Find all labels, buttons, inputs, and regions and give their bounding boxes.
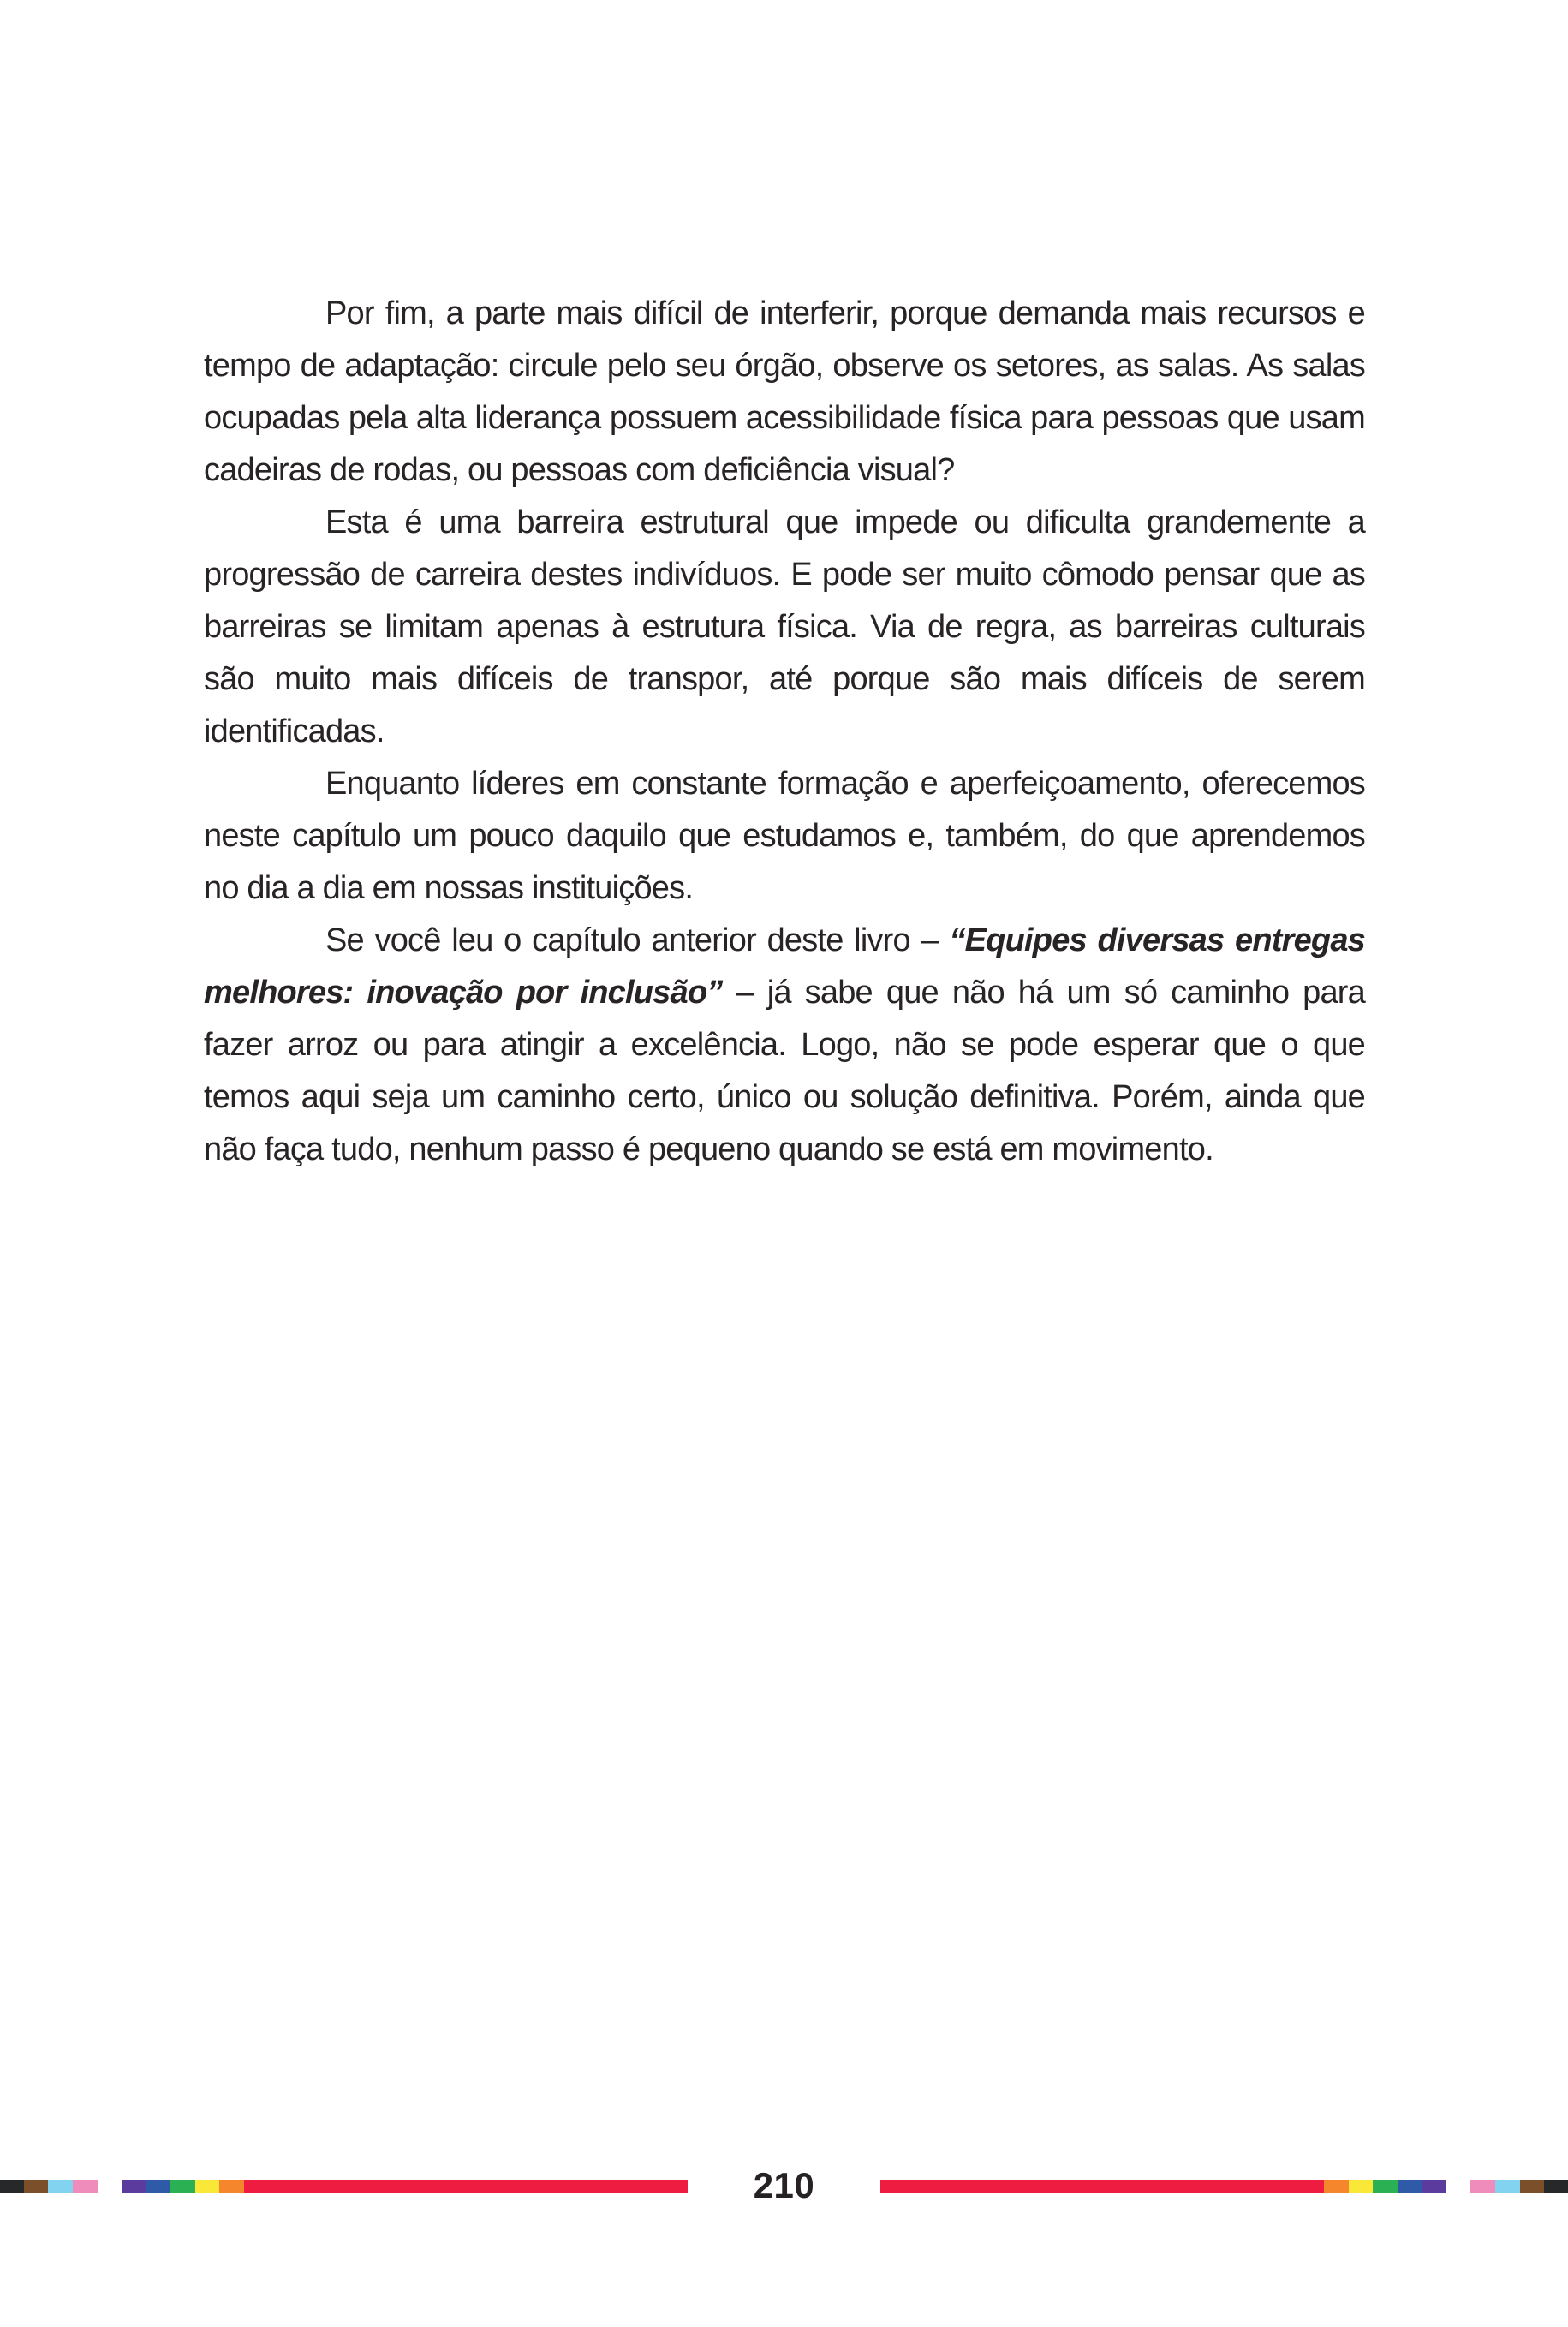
pride-stripe-pink-left	[73, 2180, 98, 2193]
pride-stripe-brown-right	[1520, 2180, 1544, 2193]
pride-stripe-green-right	[1373, 2180, 1398, 2193]
paragraph-4-text-end: – já sabe que não há um só caminho para fazer arroz ou para atingir a excelência. Logo, não se pode esperar que o que temos aqui seja um caminho certo, único ou solução definitiva. Porém, ainda que não faça tudo, nenhum passo é pequeno quando se está em movimento.	[204, 975, 1365, 1167]
pride-stripe-lightblue-left	[48, 2180, 73, 2193]
paragraph-3: Enquanto líderes em constante formação e aperfeiçoamento, oferecemos neste capítulo um pouco daquilo que estudamos e, também, do que aprendemos no dia a dia em nossas instituições.	[204, 766, 1365, 906]
footer-gap-right	[1446, 2180, 1470, 2193]
body-text-block	[204, 288, 1365, 1176]
pride-stripe-black-left	[0, 2180, 24, 2193]
pride-stripe-orange-right	[1324, 2180, 1349, 2193]
paragraph-2: Esta é uma barreira estrutural que impede ou dificulta grandemente a progressão de carreira destes indivíduos. E pode ser muito cômodo pensar que as barreiras se limitam apenas à estrutura física. Via de regra, as barreiras culturais são muito mais difíceis de transpor, até porque são mais difíceis de serem identificadas.	[204, 504, 1365, 749]
pride-stripe-black-right	[1544, 2180, 1568, 2193]
pride-stripe-purple-left	[122, 2180, 146, 2193]
pride-stripe-green-left	[170, 2180, 195, 2193]
page-number: 210	[753, 2165, 815, 2205]
paragraph-1: Por fim, a parte mais difícil de interferir, porque demanda mais recursos e tempo de adaptação: circule pelo seu órgão, observe os setores, as salas. As salas ocupadas pela alta liderança possuem acessibilidade física para pessoas que usam cadeiras de rodas, ou pessoas com deficiência visual?	[204, 295, 1365, 488]
pride-stripe-lightblue-right	[1495, 2180, 1520, 2193]
page-number-box	[688, 2165, 880, 2206]
pride-stripe-blue-left	[146, 2180, 170, 2193]
pride-stripe-blue-right	[1398, 2180, 1422, 2193]
footer-gap-left	[98, 2180, 122, 2193]
paragraph-4	[204, 915, 1365, 1176]
pride-stripe-purple-right	[1422, 2180, 1446, 2193]
pride-stripe-orange-left	[219, 2180, 244, 2193]
pride-stripe-yellow-left	[195, 2180, 219, 2193]
footer-rule-right	[880, 2180, 1324, 2193]
footer-rule-left	[244, 2180, 688, 2193]
book-chapter-title-emphasis: “Equipes diversas entregas melhores: inovação por inclusão”	[204, 922, 1365, 1011]
page-footer	[0, 2158, 1568, 2213]
pride-stripe-pink-right	[1470, 2180, 1495, 2193]
paragraph-4-text-start: Se você leu o capítulo anterior deste livro –	[325, 922, 950, 958]
pride-stripe-brown-left	[24, 2180, 48, 2193]
pride-stripe-yellow-right	[1349, 2180, 1373, 2193]
